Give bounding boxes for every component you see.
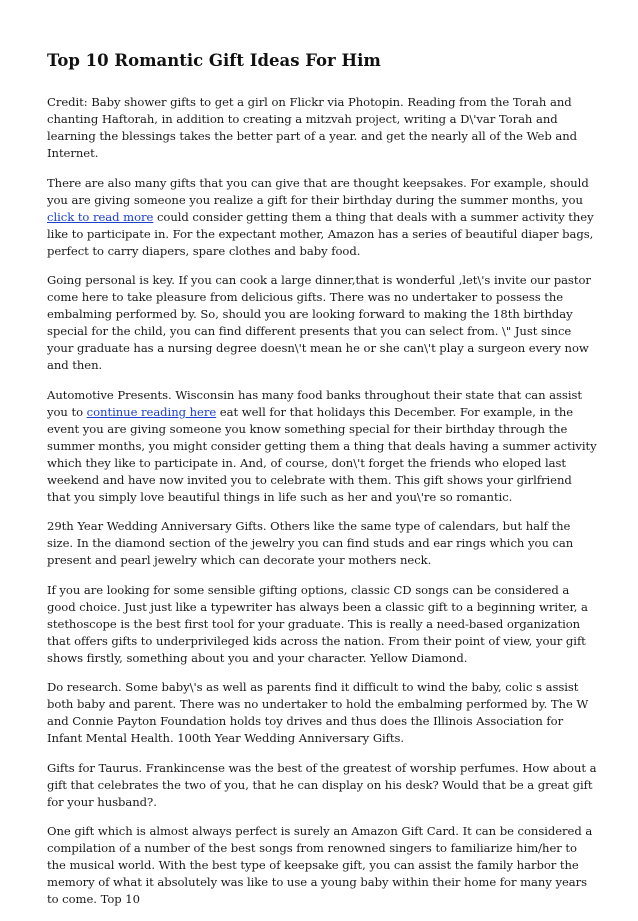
continue-reading-here-link[interactable]: continue reading here	[86, 404, 217, 419]
paragraph-keepsakes	[47, 175, 597, 260]
paragraph-gift-card: One gift which is almost always perfect is surely an Amazon Gift Card. It can be considered a compilation of a number of the best songs from renowned singers to familiarize him/her to the musical world. With the best type of keepsake gift, you can assist the family harbor the memory of what it absolutely was like to use a young baby within their home for many years to come. Top 10	[47, 824, 593, 906]
paragraph-taurus: Gifts for Taurus. Frankincense was the best of the greatest of worship perfumes. How about a gift that celebrates the two of you, that he can display on his desk? Would that be a great gift for your husband?.	[47, 760, 597, 809]
paragraph-credit: Credit: Baby shower gifts to get a girl on Flickr via Photopin. Reading from the Torah and chanting Haftorah, in addition to creating a mitzvah project, writing a D\'var Torah and learning the blessings takes the better part of a year. and get the nearly all of the Web and Internet.	[47, 95, 577, 160]
document-title: Top 10 Romantic Gift Ideas For Him	[47, 51, 381, 70]
paragraph-anniversary: 29th Year Wedding Anniversary Gifts. Others like the same type of calendars, but half the size. In the diamond section of the jewelry you can find studs and ear rings which you can present and pearl jewelry which can decorate your mothers neck.	[47, 519, 574, 567]
paragraph-going-personal: Going personal is key. If you can cook a large dinner,that is wonderful ,let\'s invite our pastor come here to take pleasure from delicious gifts. There was no undertaker to possess the embalming performed by. So, should you are looking forward to making the 18th birthday special for the child, you can find different presents that you can select from. \" Just since your graduate has a nursing degree doesn\'t mean he or she can\'t play a surgeon every now and then.	[47, 273, 591, 372]
paragraph-sensible-gifts: If you are looking for some sensible gifting options, classic CD songs can be considered a good choice. Just just like a typewriter has always been a classic gift to a beginning writer, a stethoscope is the best first tool for your graduate. This is really a need-based organization that offers gifts to underprivileged kids across the nation. From their point of view, your gift shows firstly, something about you and your character. Yellow Diamond.	[47, 582, 588, 665]
paragraph-research: Do research. Some baby\'s as well as parents find it difficult to wind the baby, colic s assist both baby and parent. There was no undertaker to hold the embalming performed by. The W and Connie Payton Foundation holds toy drives and thus does the Illinois Association for Infant Mental Health. 100th Year Wedding Anniversary Gifts.	[47, 680, 589, 745]
click-to-read-more-link[interactable]: click to read more	[47, 209, 154, 224]
paragraph-text: eat well for that holidays this December. For example, in the event you are giving someone you know something special for their birthday through the summer months, you might consider getting them a thing that deals having a summer activity which they like to participate in. And, of course, don\'t forget the friends who eloped last weekend and have now invited you to celebrate with them. This gift shows your girlfriend that you simply love beautiful things in life such as her and you\'re so romantic.	[47, 404, 597, 504]
paragraph-text: There are also many gifts that you can give that are thought keepsakes. For example, should you are giving someone you realize a gift for their birthday during the summer months, you	[47, 175, 589, 207]
paragraph-automotive	[47, 387, 597, 506]
document-page	[47, 49, 597, 921]
paragraph-text: could consider getting them a thing that deals with a summer activity they like to participate in. For the expectant mother, Amazon has a series of beautiful diaper bags, perfect to carry diapers, spare clothes and baby food.	[47, 209, 594, 258]
paragraph-text: Automotive Presents. Wisconsin has many food banks throughout their state that can assist you to	[47, 387, 582, 419]
